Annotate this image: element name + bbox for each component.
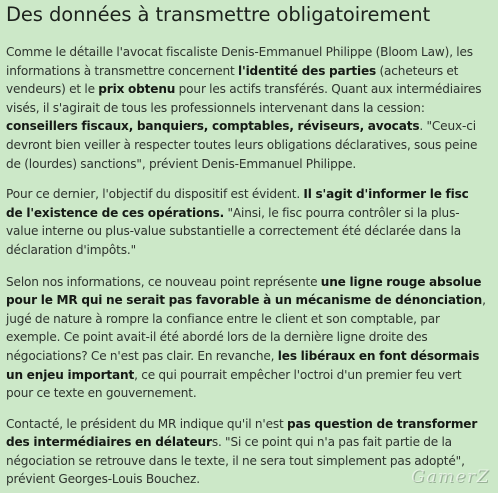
body-text: Contacté, le président du MR indique qu'il n'est: [6, 416, 288, 431]
body-text: , ce qui pourrait empêcher l'octroi d'un premier feu vert pour ce texte en gouvernement.: [6, 367, 462, 401]
body-text: "Ainsi, le fisc pourra contrôler si la plus-value interne ou plus-value substantielle a correctement été déclarée dans la déclaration d'impôts.": [6, 205, 461, 257]
body-text: Selon nos informations, ce nouveau point représente: [6, 274, 321, 289]
emphasis-text: pas question de transformer des intermédiaires en délateur: [6, 416, 478, 450]
article-title: Des données à transmettre obligatoirement: [6, 3, 431, 26]
body-text: pour les actifs transférés. Quant aux intermédiaires visés, il s'agirait de tous les professionnels intervenant dans la cession:: [6, 82, 482, 115]
article-paragraph: [6, 43, 488, 173]
body-text: s. "Si ce point qui n'a pas fait partie de la négociation se retrouve dans le texte, il ne sera tout simplement pas adopté", prévient Georges-Louis Bouchez.: [6, 435, 465, 487]
emphasis-text: une ligne rouge absolue pour le MR qui ne serait pas favorable à un mécanisme de dénonciation: [6, 274, 483, 308]
body-text: , jugé de nature à rompre la confiance entre le client et son comptable, par exemple. Ce point avait-il été abordé lors de la dernière ligne droite des négociations? Ce n'est pas clair. En revanche,: [6, 293, 486, 363]
body-text: (acheteurs et vendeurs) et le: [6, 63, 459, 97]
watermark: GamerZ: [411, 467, 490, 487]
article-paragraph: [6, 185, 488, 259]
body-text: Comme le détaille l'avocat fiscaliste Denis-Emmanuel Philippe (Bloom Law), les informations à transmettre concernent: [6, 45, 473, 78]
body-text: Pour ce dernier, l'objectif du dispositif est évident.: [6, 187, 304, 202]
emphasis-text: l'identité des parties: [238, 63, 377, 78]
emphasis-text: prix obtenu: [98, 82, 176, 97]
emphasis-text: conseillers fiscaux, banquiers, comptables, réviseurs, avocats: [6, 119, 420, 134]
emphasis-text: Il s'agit d'informer le fisc de l'existence de ces opérations.: [6, 187, 469, 220]
article-paragraph: [6, 273, 488, 403]
body-text: . "Ceux-ci devront bien veiller à respecter toutes leurs obligations déclaratives, sous peine de (lourdes) sanctions", prévient Denis-Emmanuel Philippe.: [6, 119, 478, 171]
emphasis-text: les libéraux en font désormais un enjeu important: [6, 348, 480, 382]
